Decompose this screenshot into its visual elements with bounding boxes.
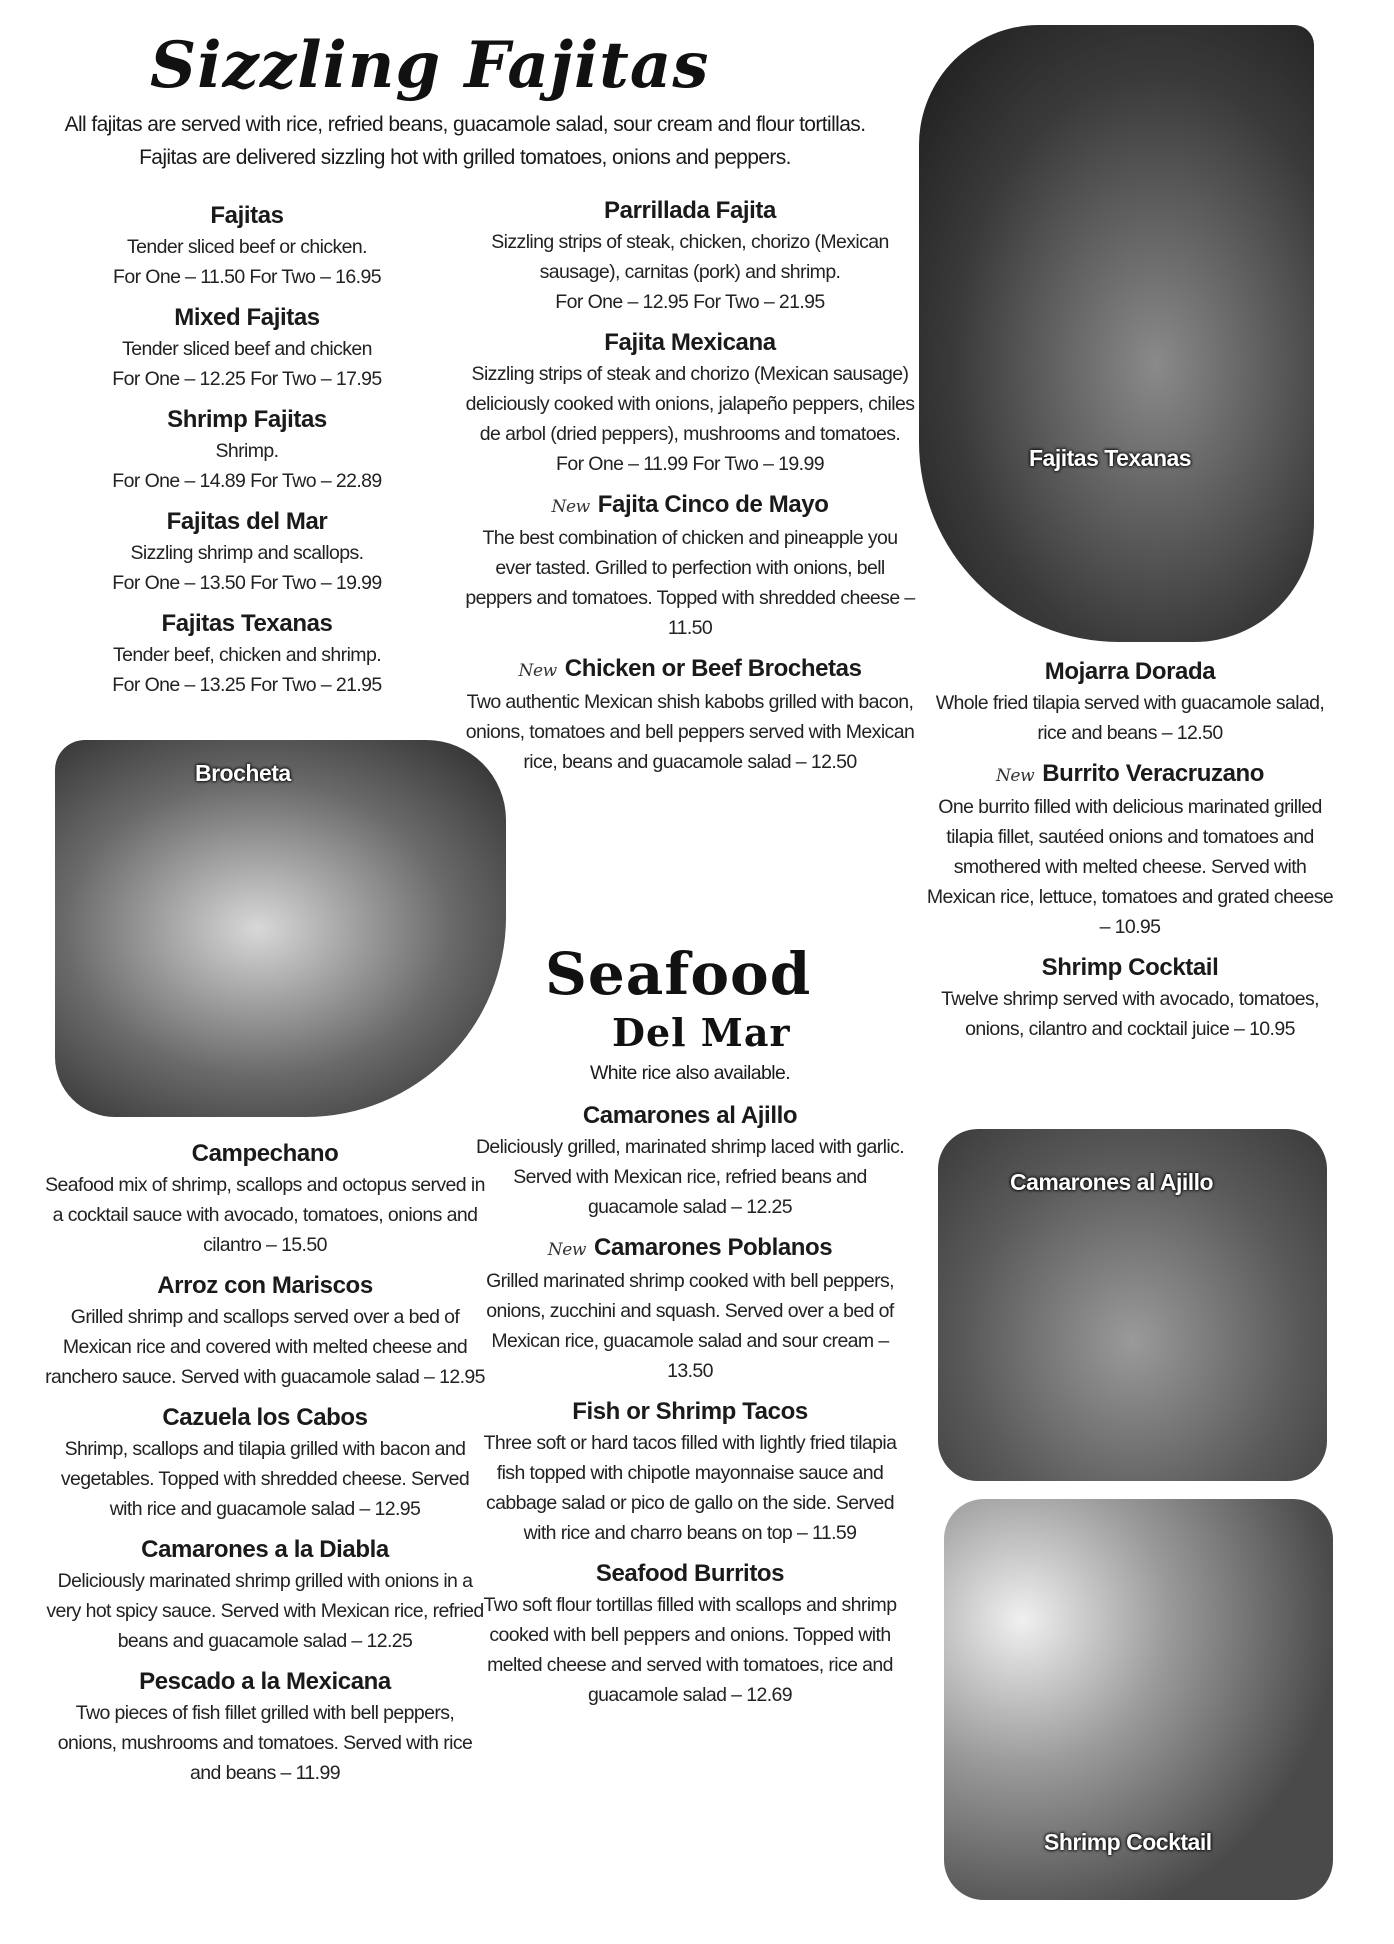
- menu-item-name: [920, 656, 1340, 688]
- menu-item-name: [45, 1534, 485, 1566]
- menu-item-title: Shrimp Cocktail: [1041, 954, 1219, 981]
- menu-item-desc: The best combination of chicken and pineapple you ever tasted. Grilled to perfection with onions, bell peppers and tomatoes. Topped with shredded cheese – 11.50: [465, 527, 915, 639]
- menu-item: [470, 1558, 910, 1710]
- menu-item-name: [37, 200, 457, 232]
- menu-item-title: Fajita Cinco de Mayo: [597, 491, 829, 518]
- menu-item-title: Camarones a la Diabla: [141, 1536, 389, 1563]
- menu-item: [37, 506, 457, 598]
- new-badge: New: [995, 766, 1035, 786]
- menu-item: [465, 489, 915, 643]
- menu-item: [470, 1396, 910, 1548]
- menu-item-desc: Two soft flour tortillas filled with scallops and shrimp cooked with bell peppers and onions. Topped with melted cheese and served with tomatoes, rice and guacamole salad – 12.69: [483, 1594, 897, 1706]
- menu-item-desc: Three soft or hard tacos filled with lightly fried tilapia fish topped with chipotle mayonnaise sauce and cabbage salad or pico de gallo on the side. Served with rice and charro beans on top – 11.59: [483, 1432, 897, 1544]
- menu-item-desc: Sizzling strips of steak and chorizo (Mexican sausage) deliciously cooked with onions, jalapeño peppers, chiles de arbol (dried peppers), mushrooms and tomatoes.: [465, 363, 915, 445]
- photo-caption: Shrimp Cocktail: [1044, 1829, 1212, 1855]
- menu-item-name: [45, 1138, 485, 1170]
- menu-item-price: For One – 12.95 For Two – 21.95: [555, 291, 825, 313]
- brocheta-photo: [55, 740, 506, 1117]
- menu-item: [37, 302, 457, 394]
- menu-item-name: [920, 952, 1340, 984]
- fajitas-texanas-photo: [919, 25, 1314, 642]
- photo-caption: Fajitas Texanas: [1029, 445, 1192, 471]
- menu-item-title: Mojarra Dorada: [1044, 658, 1216, 685]
- menu-item-desc: Two authentic Mexican shish kabobs grilled with bacon, onions, tomatoes and bell peppers served with Mexican rice, beans and guacamole salad – 12.50: [465, 691, 915, 773]
- menu-item-title: Burrito Veracruzano: [1042, 760, 1265, 787]
- menu-item-title: Campechano: [191, 1140, 339, 1167]
- menu-item: [45, 1534, 485, 1656]
- menu-item-name: [45, 1666, 485, 1698]
- menu-item-title: Pescado a la Mexicana: [139, 1668, 391, 1695]
- seafood-note: White rice also available.: [589, 1062, 791, 1084]
- menu-item-name: [37, 608, 457, 640]
- menu-item-name: [465, 327, 915, 359]
- menu-item-name: [470, 1558, 910, 1590]
- menu-item-price: For One – 13.50 For Two – 19.99: [112, 572, 382, 594]
- new-badge: New: [551, 497, 590, 517]
- menu-item-title: Chicken or Beef Brochetas: [564, 655, 862, 682]
- menu-item-name: [470, 1396, 910, 1428]
- menu-item-name: [37, 506, 457, 538]
- menu-item: [470, 1100, 910, 1222]
- menu-item-name: [465, 195, 915, 227]
- menu-item: [37, 200, 457, 292]
- camarones-ajillo-photo: [938, 1129, 1327, 1481]
- menu-item-name: [45, 1402, 485, 1434]
- menu-item-name: [920, 758, 1340, 792]
- del-mar-subheading: Del Mar: [612, 1010, 791, 1055]
- menu-item-name: [37, 404, 457, 436]
- new-badge: New: [518, 661, 557, 681]
- page-title: Sizzling Fajitas: [150, 28, 710, 103]
- menu-item: [45, 1138, 485, 1260]
- menu-item-desc: Two pieces of fish fillet grilled with bell peppers, onions, mushrooms and tomatoes. Served with rice and beans – 11.99: [57, 1702, 473, 1784]
- menu-item-name: [37, 302, 457, 334]
- menu-item-price: For One – 13.25 For Two – 21.95: [112, 674, 382, 696]
- menu-item-price: For One – 11.50 For Two – 16.95: [113, 266, 381, 288]
- menu-item-desc: Shrimp, scallops and tilapia grilled with bacon and vegetables. Topped with shredded cheese. Served with rice and guacamole salad – 12.95: [60, 1438, 470, 1520]
- menu-item-title: Camarones Poblanos: [594, 1234, 833, 1261]
- menu-item-title: Fajitas Texanas: [161, 610, 333, 637]
- menu-item-desc: Twelve shrimp served with avocado, tomatoes, onions, cilantro and cocktail juice – 10.95: [941, 988, 1319, 1040]
- menu-item-title: Camarones al Ajillo: [582, 1102, 798, 1129]
- menu-item-title: Fish or Shrimp Tacos: [572, 1398, 808, 1425]
- menu-item-desc: Tender sliced beef or chicken.: [127, 236, 367, 258]
- photo-caption: Camarones al Ajillo: [1010, 1169, 1214, 1195]
- menu-item-name: [470, 1232, 910, 1266]
- menu-item-title: Fajitas del Mar: [166, 508, 328, 535]
- menu-item: [465, 327, 915, 479]
- shrimp-cocktail-photo: [944, 1499, 1333, 1900]
- menu-item: [920, 656, 1340, 748]
- menu-item-title: Mixed Fajitas: [174, 304, 320, 331]
- menu-item-desc: Sizzling shrimp and scallops.: [130, 542, 364, 564]
- menu-item-price: For One – 12.25 For Two – 17.95: [112, 368, 382, 390]
- seafood-heading: Seafood: [545, 940, 812, 1008]
- menu-item: [45, 1402, 485, 1524]
- menu-item-desc: Shrimp.: [215, 440, 279, 462]
- menu-item-desc: Seafood mix of shrimp, scallops and octopus served in a cocktail sauce with avocado, tomatoes, onions and cilantro – 15.50: [45, 1174, 485, 1256]
- menu-item-title: Arroz con Mariscos: [157, 1272, 373, 1299]
- menu-item-price: For One – 11.99 For Two – 19.99: [556, 453, 824, 475]
- menu-item-desc: Grilled marinated shrimp cooked with bell peppers, onions, zucchini and squash. Served over a bed of Mexican rice, guacamole salad and sour cream – 13.50: [486, 1270, 894, 1382]
- menu-item: [465, 195, 915, 317]
- new-badge: New: [547, 1240, 587, 1260]
- menu-item-desc: Whole fried tilapia served with guacamole salad, rice and beans – 12.50: [935, 692, 1325, 744]
- menu-item-desc: Sizzling strips of steak, chicken, chorizo (Mexican sausage), carnitas (pork) and shrimp.: [491, 231, 889, 283]
- menu-item-price: For One – 14.89 For Two – 22.89: [112, 470, 382, 492]
- menu-item-desc: Tender beef, chicken and shrimp.: [112, 644, 382, 666]
- seafood-left-list: [45, 1138, 485, 1798]
- menu-item: [45, 1666, 485, 1788]
- fajitas-left-list: [37, 200, 457, 710]
- menu-item-name: [45, 1270, 485, 1302]
- menu-item-name: [470, 1100, 910, 1132]
- menu-item: [37, 608, 457, 700]
- menu-item-title: Parrillada Fajita: [604, 197, 776, 224]
- menu-item-desc: One burrito filled with delicious marinated grilled tilapia fillet, sautéed onions and tomatoes and smothered with melted cheese. Served with Mexican rice, lettuce, tomatoes and grated cheese – 10.95: [926, 796, 1334, 938]
- photo-caption: Brocheta: [195, 760, 291, 786]
- intro-text: All fajitas are served with rice, refried beans, guacamole salad, sour cream and flour tortillas. Fajitas are delivered sizzling hot with grilled tomatoes, onions and peppers.: [64, 113, 866, 169]
- menu-item: [37, 404, 457, 496]
- seafood-right-list: [920, 656, 1340, 1054]
- menu-item-desc: Deliciously grilled, marinated shrimp laced with garlic. Served with Mexican rice, refried beans and guacamole salad – 12.25: [475, 1136, 905, 1218]
- menu-item-title: Seafood Burritos: [595, 1560, 785, 1587]
- menu-item-desc: Grilled shrimp and scallops served over a bed of Mexican rice and covered with melted cheese and ranchero sauce. Served with guacamole salad – 12.95: [45, 1306, 485, 1388]
- menu-item-name: [465, 489, 915, 523]
- seafood-mid-list: [470, 1100, 910, 1720]
- menu-item: [920, 758, 1340, 942]
- menu-item: [465, 653, 915, 777]
- menu-item-desc: Deliciously marinated shrimp grilled with onions in a very hot spicy sauce. Served with Mexican rice, refried beans and guacamole salad – 12.25: [46, 1570, 484, 1652]
- menu-item-title: Fajitas: [210, 202, 284, 229]
- fajitas-mid-list: [465, 195, 915, 787]
- menu-item-name: [465, 653, 915, 687]
- menu-item-title: Fajita Mexicana: [604, 329, 776, 356]
- menu-item-title: Shrimp Fajitas: [167, 406, 327, 433]
- menu-item: [920, 952, 1340, 1044]
- menu-item-desc: Tender sliced beef and chicken: [122, 338, 372, 360]
- menu-item-title: Cazuela los Cabos: [162, 1404, 368, 1431]
- menu-item: [470, 1232, 910, 1386]
- menu-item: [45, 1270, 485, 1392]
